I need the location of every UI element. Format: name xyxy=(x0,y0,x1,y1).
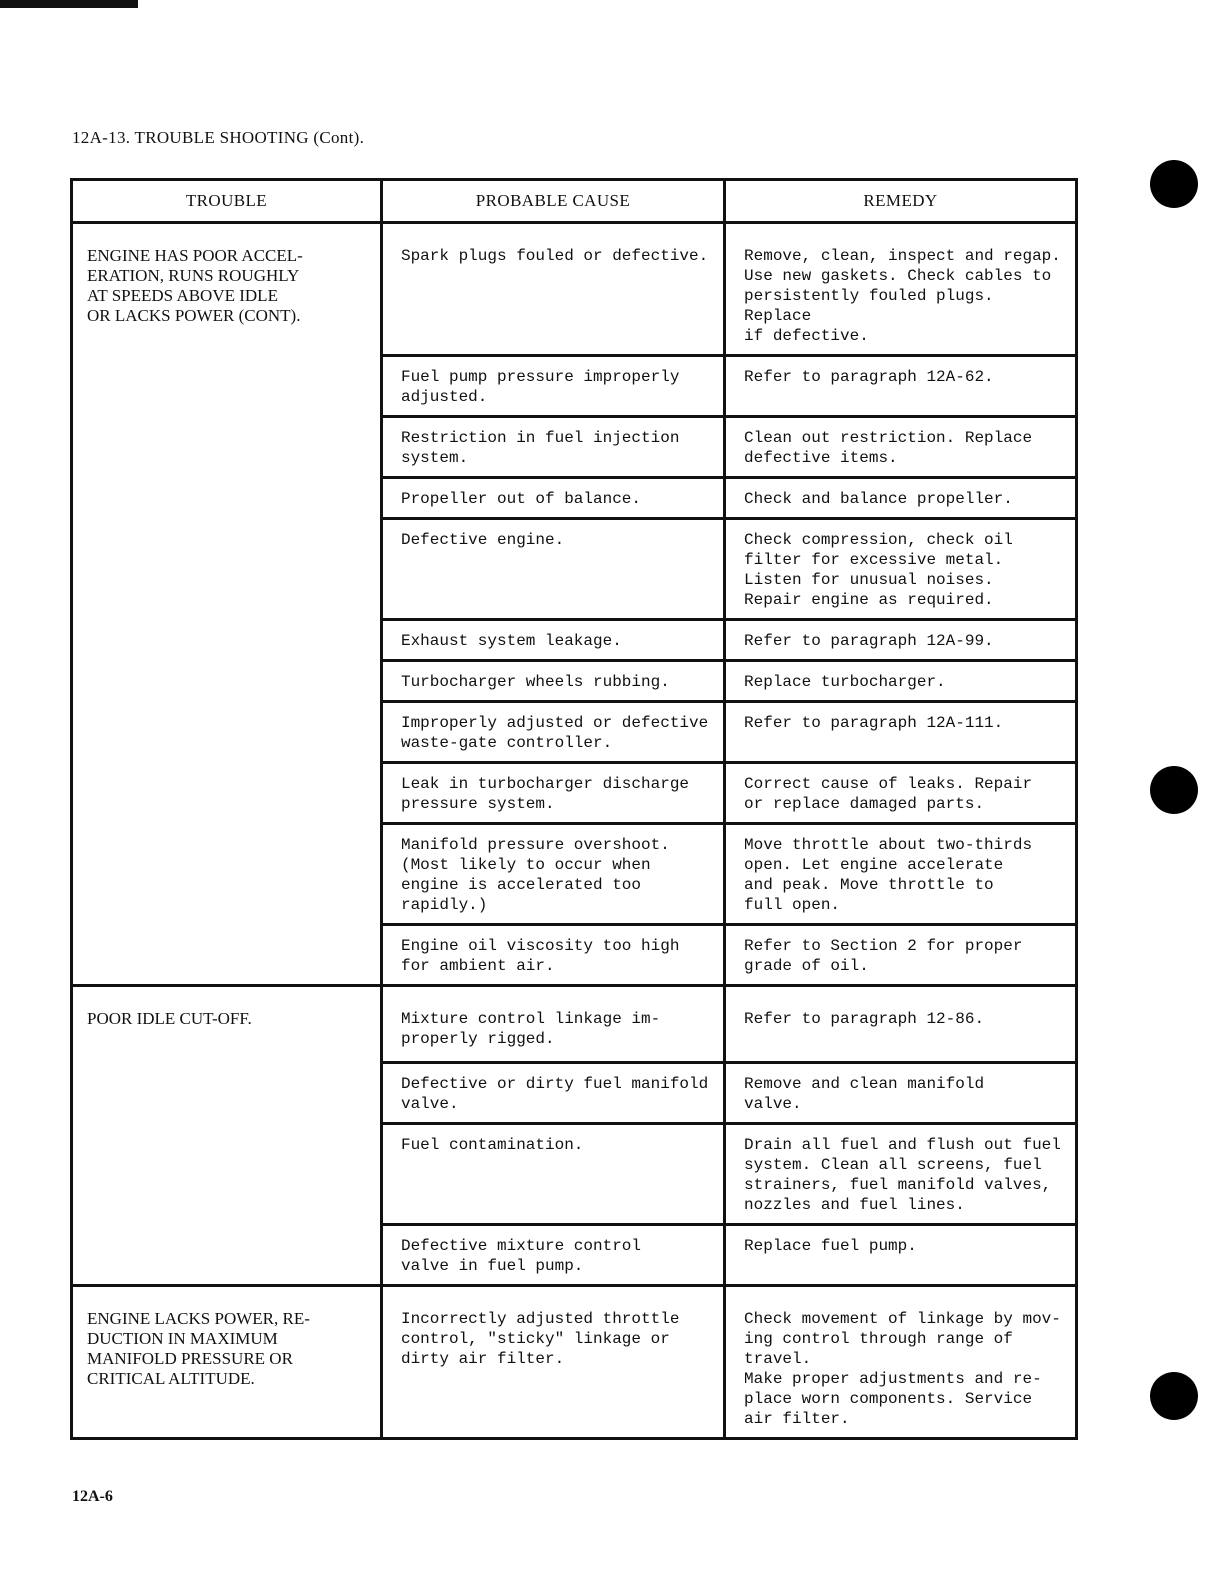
section-heading: 12A-13. TROUBLE SHOOTING (Cont). xyxy=(72,128,365,147)
cause-cell: Defective mixture control valve in fuel pump. xyxy=(381,1225,724,1286)
header-row xyxy=(72,180,1077,223)
remedy-cell: Refer to paragraph 12A-62. xyxy=(725,356,1077,417)
cause-cell: Spark plugs fouled or defective. xyxy=(381,223,724,356)
cause-cell: Propeller out of balance. xyxy=(381,478,724,519)
remedy-cell: Move throttle about two-thirds open. Let engine accelerate and peak. Move throttle to full open. xyxy=(725,824,1077,925)
trouble-shooting-table xyxy=(70,178,1078,1440)
cause-cell: Improperly adjusted or defective waste-gate controller. xyxy=(381,702,724,763)
trouble-cell: ENGINE LACKS POWER, RE- DUCTION IN MAXIMUM MANIFOLD PRESSURE OR CRITICAL ALTITUDE. xyxy=(72,1286,382,1439)
binder-hole-icon xyxy=(1150,766,1198,814)
trouble-cell: ENGINE HAS POOR ACCEL- ERATION, RUNS ROUGHLY AT SPEEDS ABOVE IDLE OR LACKS POWER (CONT). xyxy=(72,223,382,986)
page-number: 12A-6 xyxy=(72,1488,113,1505)
table-row xyxy=(72,1286,1077,1439)
remedy-cell: Refer to Section 2 for proper grade of oil. xyxy=(725,925,1077,986)
cause-cell: Manifold pressure overshoot. (Most likely to occur when engine is accelerated too rapidly.) xyxy=(381,824,724,925)
remedy-cell: Check movement of linkage by mov- ing control through range of travel. Make proper adjustments and re- place worn components. Service air filter. xyxy=(725,1286,1077,1439)
cause-cell: Restriction in fuel injection system. xyxy=(381,417,724,478)
cause-cell: Exhaust system leakage. xyxy=(381,620,724,661)
cause-cell: Fuel pump pressure improperly adjusted. xyxy=(381,356,724,417)
binder-hole-icon xyxy=(1150,160,1198,208)
column-header-cause: PROBABLE CAUSE xyxy=(381,180,724,223)
table-row xyxy=(72,223,1077,356)
remedy-cell: Replace fuel pump. xyxy=(725,1225,1077,1286)
binder-hole-icon xyxy=(1150,1372,1198,1420)
remedy-cell: Remove, clean, inspect and regap. Use new gaskets. Check cables to persistently fouled plugs. Replace if defective. xyxy=(725,223,1077,356)
table-row xyxy=(72,986,1077,1063)
remedy-cell: Refer to paragraph 12-86. xyxy=(725,986,1077,1063)
cause-cell: Defective or dirty fuel manifold valve. xyxy=(381,1063,724,1124)
trouble-cell: POOR IDLE CUT-OFF. xyxy=(72,986,382,1286)
cause-cell: Mixture control linkage im- properly rigged. xyxy=(381,986,724,1063)
remedy-cell: Refer to paragraph 12A-111. xyxy=(725,702,1077,763)
remedy-cell: Replace turbocharger. xyxy=(725,661,1077,702)
cause-cell: Engine oil viscosity too high for ambient air. xyxy=(381,925,724,986)
remedy-cell: Refer to paragraph 12A-99. xyxy=(725,620,1077,661)
remedy-cell: Drain all fuel and flush out fuel system. Clean all screens, fuel strainers, fuel manifold valves, nozzles and fuel lines. xyxy=(725,1124,1077,1225)
remedy-cell: Remove and clean manifold valve. xyxy=(725,1063,1077,1124)
cause-cell: Incorrectly adjusted throttle control, "sticky" linkage or dirty air filter. xyxy=(381,1286,724,1439)
remedy-cell: Check compression, check oil filter for excessive metal. Listen for unusual noises. Repair engine as required. xyxy=(725,519,1077,620)
cause-cell: Turbocharger wheels rubbing. xyxy=(381,661,724,702)
top-edge-rule xyxy=(0,0,138,8)
cause-cell: Defective engine. xyxy=(381,519,724,620)
remedy-cell: Correct cause of leaks. Repair or replace damaged parts. xyxy=(725,763,1077,824)
column-header-trouble: TROUBLE xyxy=(72,180,382,223)
cause-cell: Leak in turbocharger discharge pressure system. xyxy=(381,763,724,824)
cause-cell: Fuel contamination. xyxy=(381,1124,724,1225)
remedy-cell: Clean out restriction. Replace defective items. xyxy=(725,417,1077,478)
column-header-remedy: REMEDY xyxy=(725,180,1077,223)
remedy-cell: Check and balance propeller. xyxy=(725,478,1077,519)
